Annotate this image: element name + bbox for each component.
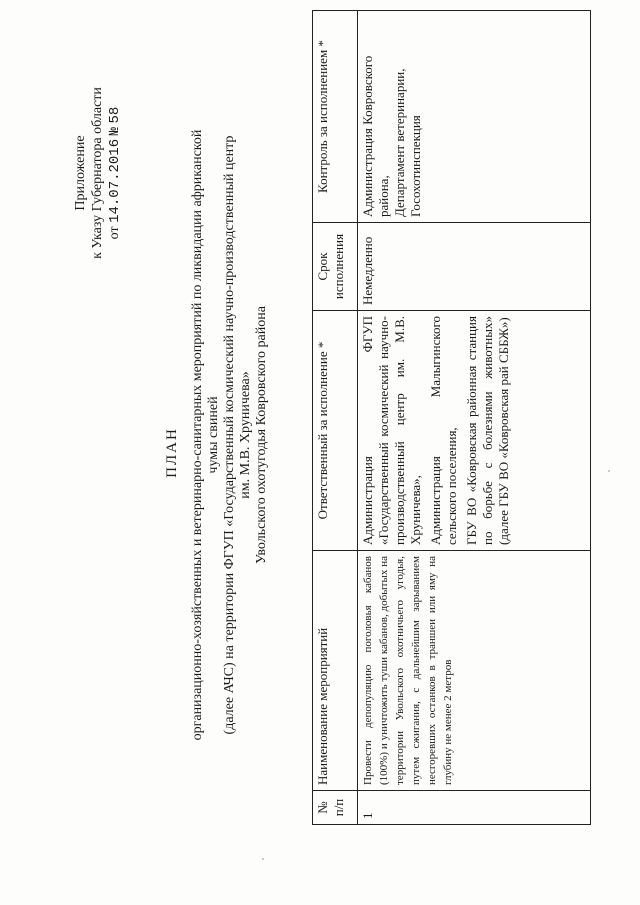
control-item: Администрация Ковровского района, bbox=[360, 55, 391, 217]
plan-subtitle-line: Увольского охотугодья Ковровского района bbox=[254, 306, 269, 564]
appendix-block bbox=[72, 48, 124, 298]
plan-title: ПЛАН bbox=[164, 427, 180, 478]
control-item: Госохотинспекция bbox=[408, 115, 423, 217]
appendix-number-sign: № bbox=[107, 126, 123, 136]
header-responsible: Ответственный за исполнение * bbox=[313, 311, 358, 551]
row-num: 1 bbox=[358, 791, 591, 825]
responsible-item: ГБУ ВО «Ковровская районная станция по борьбе с болезнями животных» (далее ГБУ ВО «Ковровская рай СББЖ») bbox=[464, 316, 511, 545]
header-deadline: Срок исполнения bbox=[313, 223, 358, 311]
header-measure: Наименование мероприятий bbox=[313, 551, 358, 791]
responsible-item: Администрация ФГУП «Государственный космический научно-производственный центр им. М.В. Хруничева», bbox=[360, 316, 423, 545]
table-header-row bbox=[313, 11, 358, 825]
appendix-line1: Приложение bbox=[73, 135, 88, 211]
plan-subtitle bbox=[190, 125, 270, 745]
header-num: № п/п bbox=[313, 791, 358, 825]
row-responsible bbox=[358, 311, 591, 551]
control-item: Департамент ветеринарии, bbox=[392, 68, 407, 217]
appendix-number: 58 bbox=[107, 106, 123, 124]
plan-subtitle-line: (далее АЧС) на территории ФГУП «Государственный космический научно-производственный центр им. М.В. Хруничева» bbox=[222, 135, 253, 735]
appendix-date-line bbox=[106, 48, 124, 298]
plan-subtitle-line: организационно-хозяйственных и ветеринарно-санитарных мероприятий по ликвидации африканской чумы свиней bbox=[190, 129, 221, 741]
plan-table bbox=[312, 10, 591, 825]
table-row bbox=[358, 11, 591, 825]
row-control bbox=[358, 11, 591, 223]
responsible-item: Администрация Малыгинского сельского поселения, bbox=[428, 316, 459, 545]
appendix-date: 14.07.2016 bbox=[107, 138, 123, 223]
row-measure: Провести депопуляцию поголовья кабанов (100%) и уничтожить туши кабанов, добытых на территории Увольского охотничьего угодья, путем сжигания, с дальнейшим зарыванием несгоревших останков в траншеи или яму на глубину не менее 2 метров bbox=[358, 551, 591, 791]
header-control: Контроль за исполнением * bbox=[313, 11, 358, 223]
appendix-line2: к Указу Губернатора области bbox=[90, 87, 105, 259]
appendix-prefix: от bbox=[107, 226, 122, 240]
row-deadline: Немедленно bbox=[358, 223, 591, 311]
